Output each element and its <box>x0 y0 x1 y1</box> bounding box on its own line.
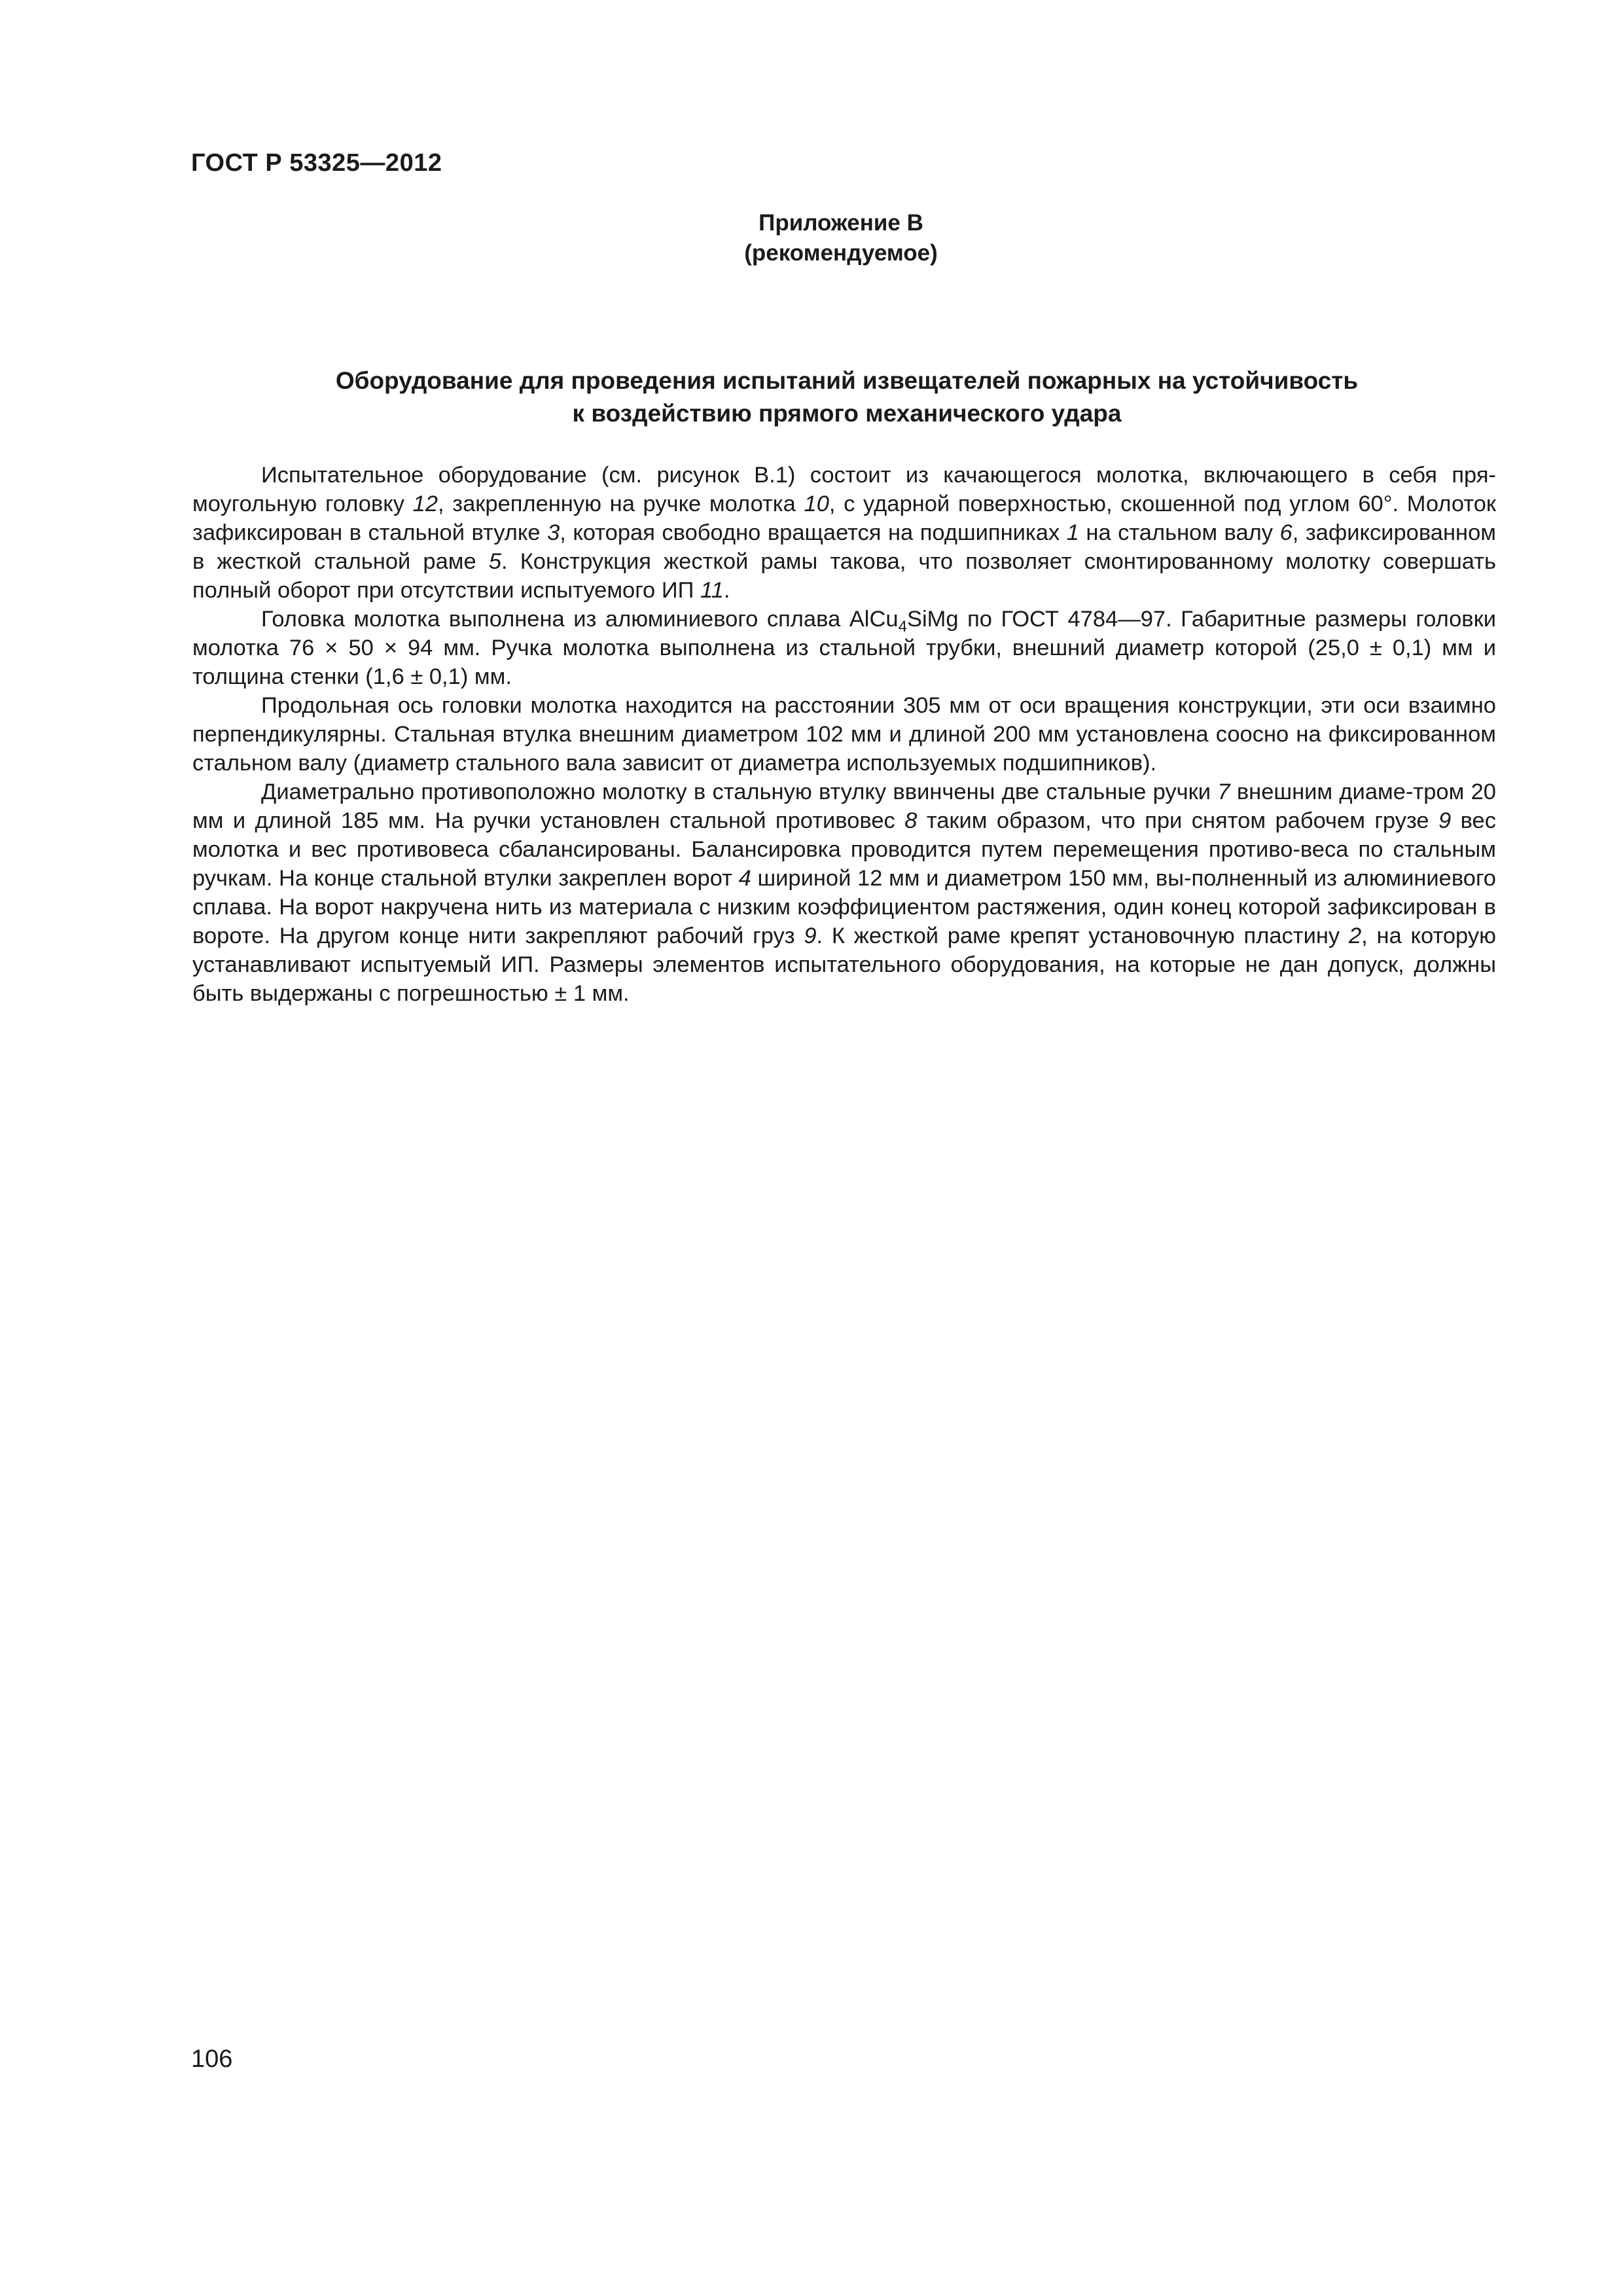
text-run: таким образом, что при снятом рабочем грузе <box>917 808 1439 833</box>
ref-number: 9 <box>1438 808 1452 833</box>
body-text <box>192 461 1496 1008</box>
ref-number: 3 <box>547 520 560 545</box>
ref-number: 1 <box>1066 520 1079 545</box>
text-run: на стальном валу <box>1079 520 1280 545</box>
appendix-label: Приложение В <box>758 210 923 236</box>
text-run: . <box>723 578 730 603</box>
ref-number: 6 <box>1279 520 1293 545</box>
text-run: , закрепленную на ручке молотка <box>438 492 804 516</box>
ref-number: 4 <box>738 866 751 891</box>
text-run: SiMg по ГОСТ 4784—97. Габаритные размеры головки молотка 76 × 50 × 94 мм. Ручка молотка выполнена из стальной трубки, внешний диаметр которой (25,0 ± 0,1) мм и толщина стенки (1,6 ± 0,1) мм. <box>192 607 1496 689</box>
appendix-heading <box>0 208 1623 268</box>
text-run: . Конструкция жесткой рамы такова, что позволяет смонтированному молотку совершать полный оборот при отсутствии испытуемого ИП <box>192 549 1496 603</box>
appendix-status: (рекомендуемое) <box>744 240 938 266</box>
text-run: Головка молотка выполнена из алюминиевого сплава AlCu <box>261 607 899 632</box>
ref-number: 5 <box>488 549 501 574</box>
ref-number: 7 <box>1217 780 1230 804</box>
page-number: 106 <box>191 2045 233 2073</box>
ref-number: 10 <box>804 492 829 516</box>
paragraph-hammer-head <box>192 605 1496 691</box>
subscript: 4 <box>898 618 907 636</box>
paragraph-equipment-overview <box>192 461 1496 605</box>
text-run: шириной 12 мм и диаметром 150 мм, вы-полненный из алюминиевого сплава. На ворот накручена нить из материала с низким коэффициентом растяжения, один конец которой зафиксирован в вороте. На другом конце нити закрепляют рабочий груз <box>192 866 1496 948</box>
text-run: , на которую устанавливают испытуемый ИП. Размеры элементов испытательного оборудования, на которые не дан допуск, должны быть выдержаны с погрешностью ± 1 мм. <box>192 924 1496 1006</box>
text-run: Испытательное оборудование (см. рисунок В.1) состоит из качающегося молотка, включающего в себя пря-моугольную головку <box>192 463 1496 516</box>
ref-number: 8 <box>904 808 918 833</box>
ref-number: 2 <box>1348 924 1362 948</box>
document-code: ГОСТ Р 53325—2012 <box>191 149 442 177</box>
text-run: , с ударной поверхностью, скошенной под углом 60°. Молоток зафиксирован в стальной втулке <box>192 492 1496 545</box>
text-run: Диаметрально противоположно молотку в стальную втулку ввинчены две стальные ручки <box>261 780 1218 804</box>
ref-number: 11 <box>700 578 724 603</box>
section-title-line-2: к воздействию прямого механического удара <box>572 400 1122 427</box>
section-title-line-1: Оборудование для проведения испытаний извещателей пожарных на устойчивость <box>335 367 1359 394</box>
text-run: , зафиксированном в жесткой стальной раме <box>192 520 1496 574</box>
ref-number: 12 <box>412 492 438 516</box>
text-run: , которая свободно вращается на подшипниках <box>560 520 1067 545</box>
section-title <box>192 365 1501 430</box>
text-run: внешним диаме-тром 20 мм и длиной 185 мм. На ручки установлен стальной противовес <box>192 780 1496 833</box>
text-run: вес молотка и вес противовеса сбалансированы. Балансировка проводится путем перемещения противо-веса по стальным ручкам. На конце стальной втулки закреплен ворот <box>192 808 1496 891</box>
ref-number: 9 <box>804 924 817 948</box>
paragraph-hammer-axis: Продольная ось головки молотка находится на расстоянии 305 мм от оси вращения конструкции, эти оси взаимно перпендикулярны. Стальная втулка внешним диаметром 102 мм и длиной 200 мм установлена соосно на фиксированном стальном валу (диаметр стального вала зависит от диаметра используемых подшипников). <box>192 693 1496 776</box>
text-run: . К жесткой раме крепят установочную пластину <box>816 924 1349 948</box>
paragraph-counterweight <box>192 778 1496 1008</box>
